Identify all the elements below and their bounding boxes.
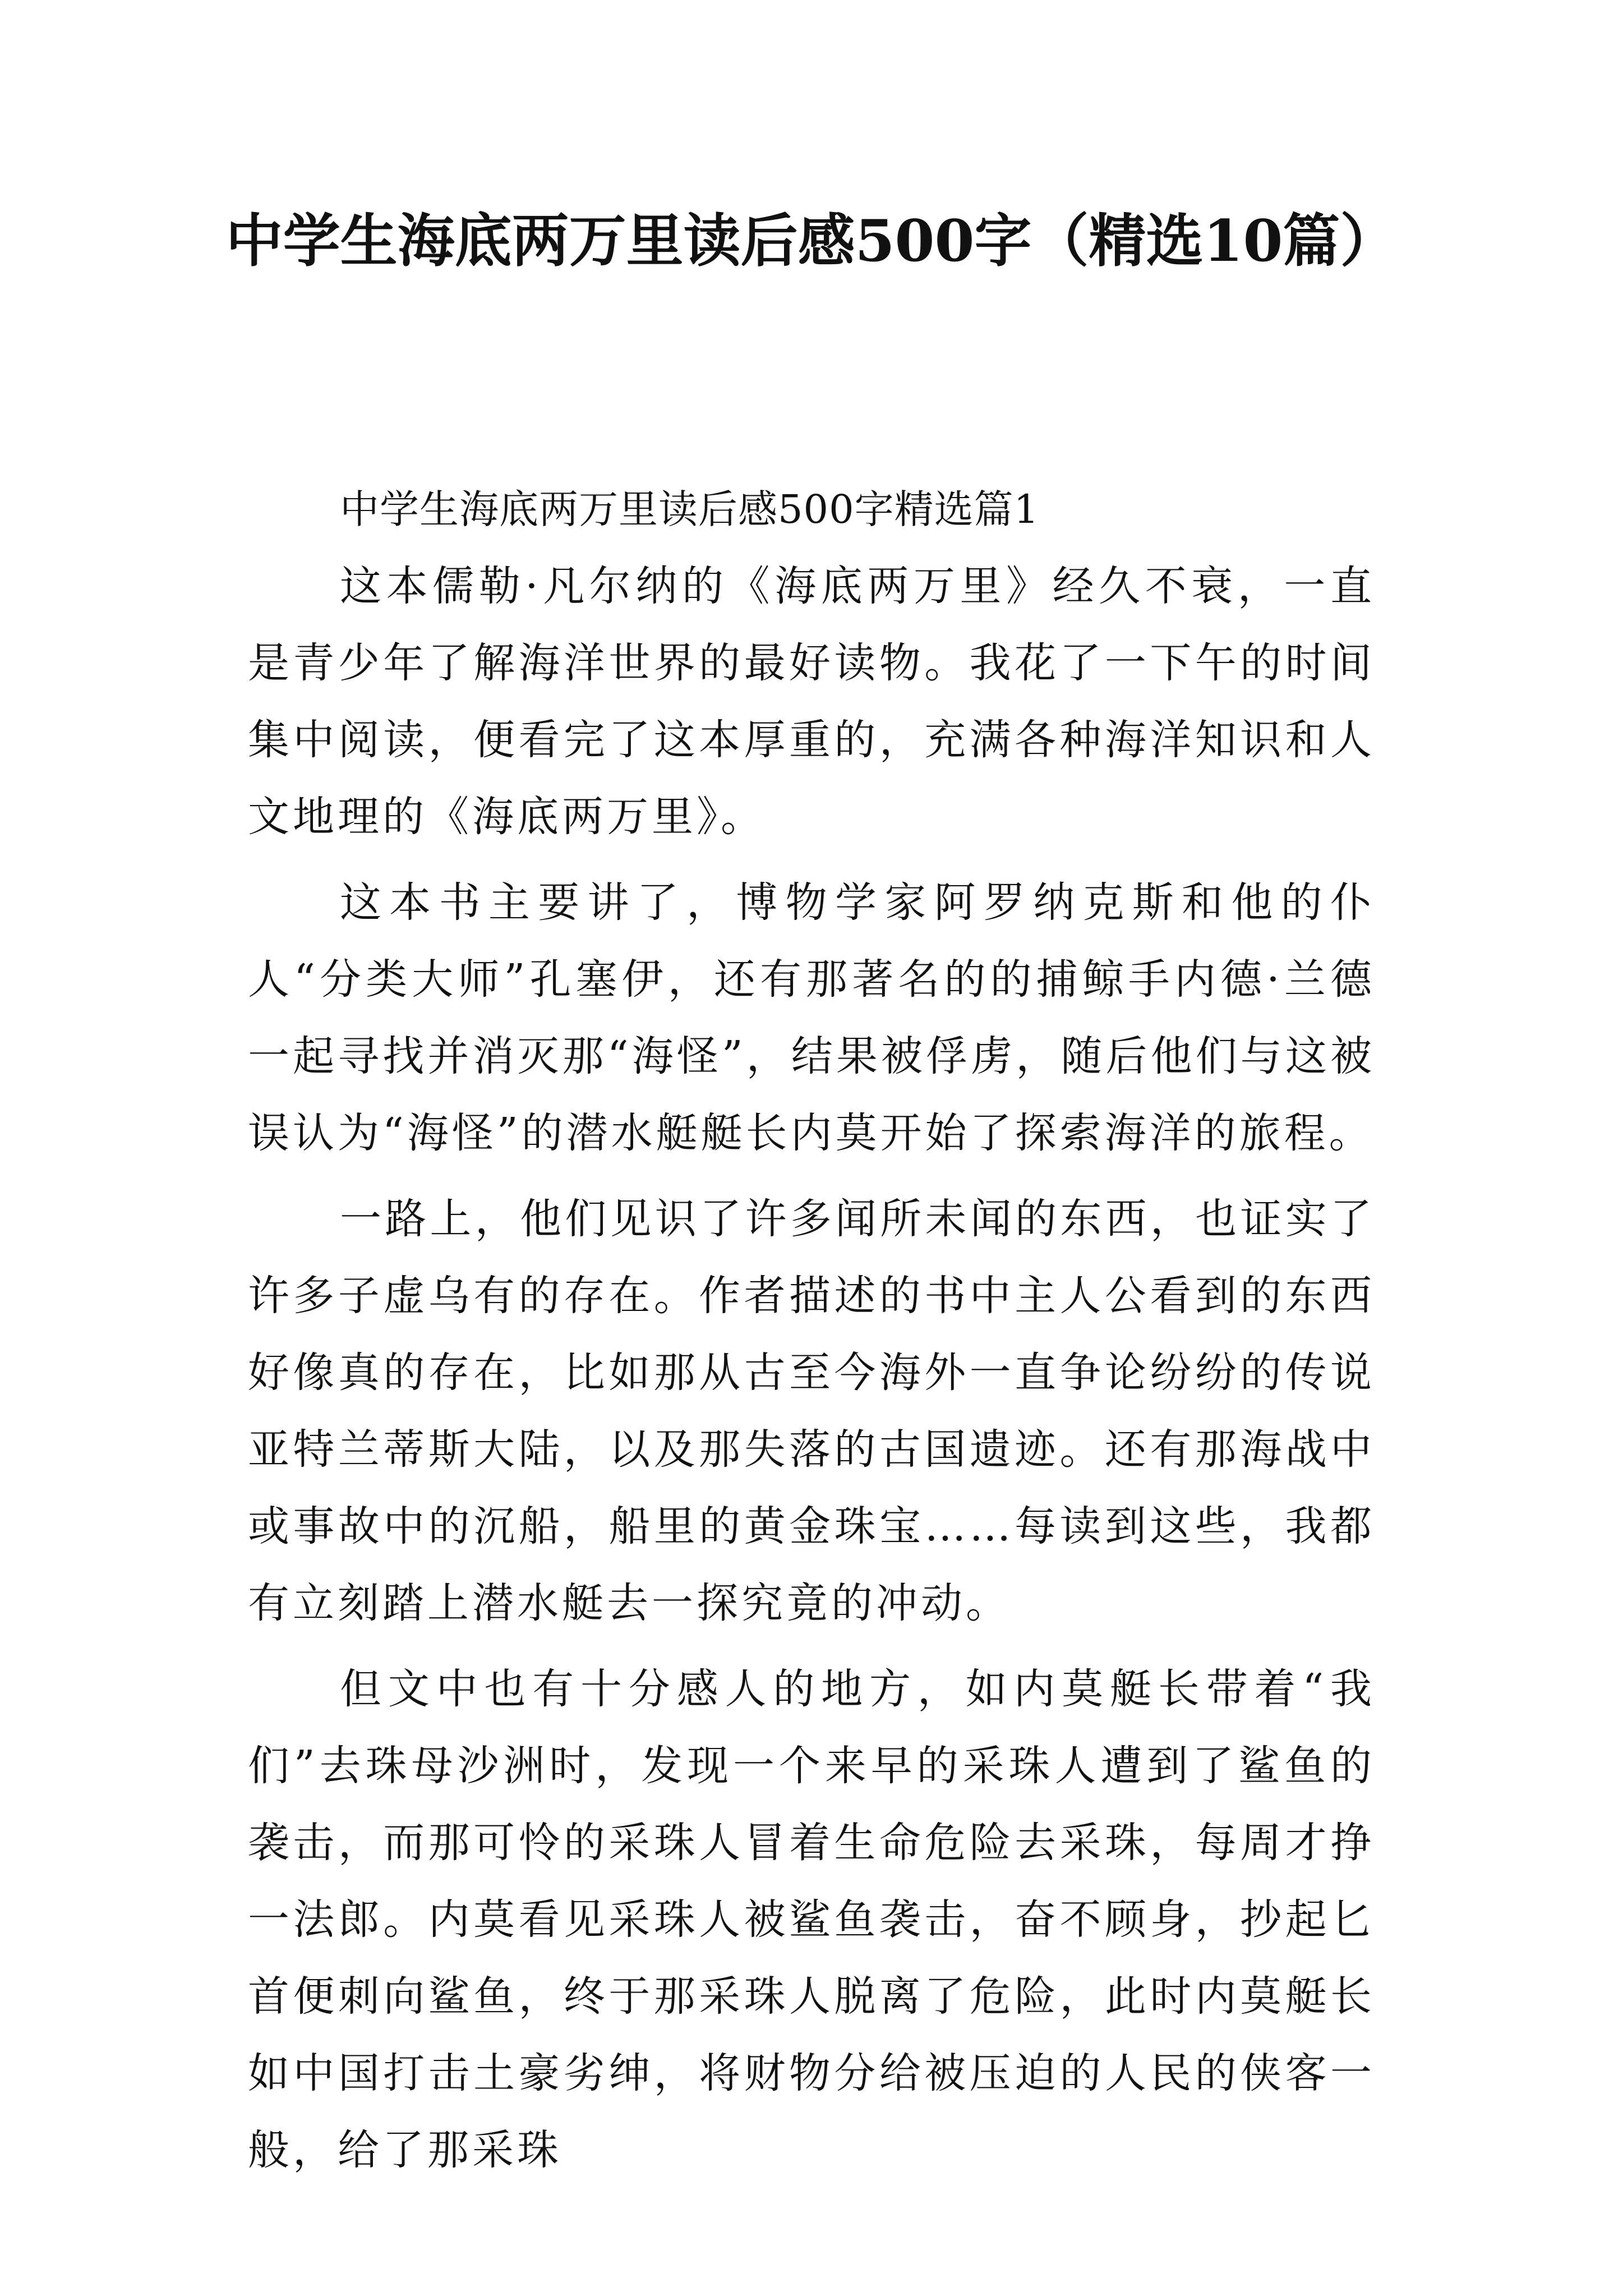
paragraph: 这本书主要讲了，博物学家阿罗纳克斯和他的仆人“分类大师”孔塞伊，还有那著名的的捕鲸手内德·兰德一起寻找并消灭那“海怪”，结果被俘虏，随后他们与这被误认为“海怪”的潜水艇艇长内莫开始了探索海洋的旅程。 [248, 878, 1375, 1157]
paragraph: 但文中也有十分感人的地方，如内莫艇长带着“我们”去珠母沙洲时，发现一个来早的采珠人遭到了鲨鱼的袭击，而那可怜的采珠人冒着生命危险去采珠，每周才挣一法郎。内莫看见采珠人被鲨鱼袭击，奋不顾身，抄起匕首便刺向鲨鱼，终于那采珠人脱离了危险，此时内莫艇长如中国打击土豪劣绅，将财物分给被压迫的人民的侠客一般，给了那采珠 [248, 1665, 1375, 2174]
paragraph: 一路上，他们见识了许多闻所未闻的东西，也证实了许多子虚乌有的存在。作者描述的书中主人公看到的东西好像真的存在，比如那从古至今海外一直争论纷纷的传说亚特兰蒂斯大陆，以及那失落的古国遗迹。还有那海战中或事故中的沉船，船里的黄金珠宝……每读到这些，我都有立刻踏上潜水艇去一探究竟的冲动。 [248, 1195, 1375, 1627]
document-title: 中学生海底两万里读后感500字（精选10篇） [225, 208, 1398, 275]
paragraph: 这本儒勒·凡尔纳的《海底两万里》经久不衰，一直是青少年了解海洋世界的最好读物。我花了一下午的时间集中阅读，便看完了这本厚重的，充满各种海洋知识和人文地理的《海底两万里》。 [248, 562, 1375, 841]
document-body [248, 471, 1375, 2198]
section-heading: 中学生海底两万里读后感500字精选篇1 [340, 486, 1040, 532]
